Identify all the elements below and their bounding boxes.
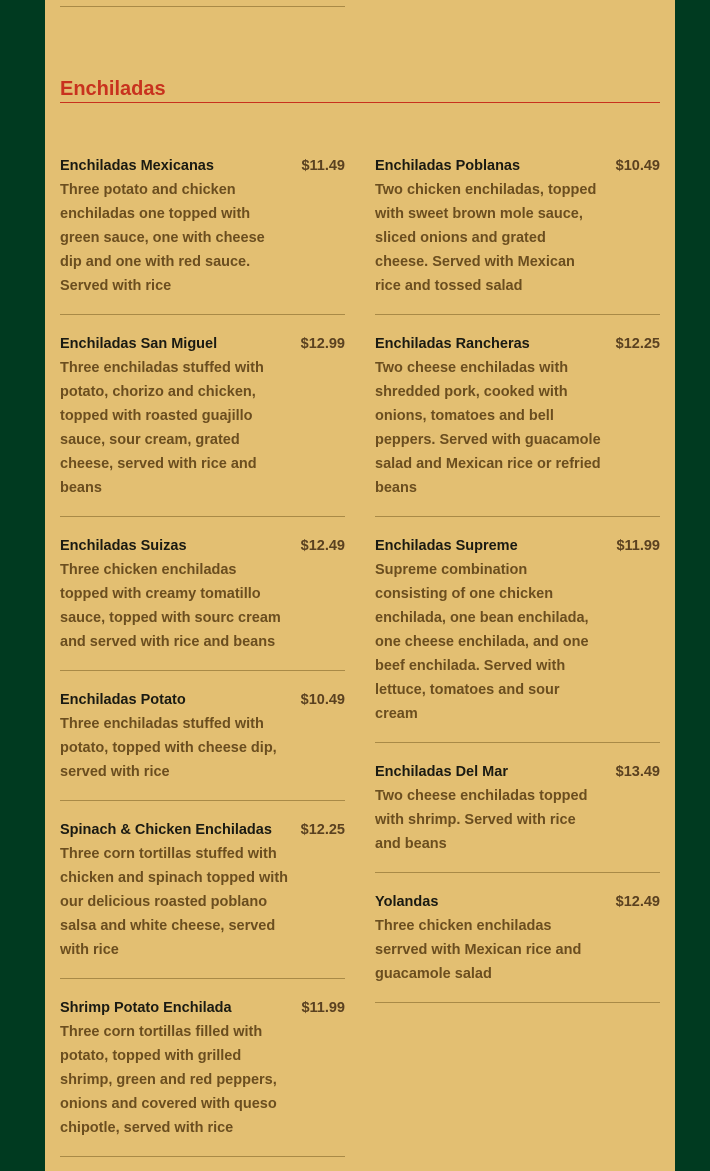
item-price: $10.49 (300, 692, 345, 708)
item-description: Two cheese enchiladas with shredded pork, cooked with onions, tomatoes and bell peppers. Served with guacamole salad and Mexican rice or refried beans (375, 360, 601, 496)
menu-item[interactable] (60, 996, 345, 1157)
menu-item[interactable] (60, 534, 345, 671)
item-price: $10.49 (615, 158, 660, 174)
menu-column-right (375, 154, 660, 1020)
item-price: $11.49 (301, 158, 345, 174)
item-description: Three potato and chicken enchiladas one topped with green sauce, one with cheese dip and one with red sauce. Served with rice (60, 182, 265, 294)
item-name: Enchiladas Poblanas (375, 158, 521, 174)
item-name: Enchiladas Rancheras (375, 336, 530, 352)
item-description: Three chicken enchiladas serrved with Mexican rice and guacamole salad (375, 918, 582, 982)
menu-column-left (60, 154, 345, 1171)
item-name: Shrimp Potato Enchilada (60, 1000, 232, 1016)
item-description: Three enchiladas stuffed with potato, chorizo and chicken, topped with roasted guajillo sauce, sour cream, grated cheese, served with rice and beans (60, 360, 264, 496)
menu-item[interactable] (375, 760, 660, 873)
item-description: Two chicken enchiladas, topped with sweet brown mole sauce, sliced onions and grated cheese. Served with Mexican rice and tossed salad (375, 182, 597, 294)
item-description: Two cheese enchiladas topped with shrimp. Served with rice and beans (375, 788, 588, 852)
item-name: Yolandas (375, 894, 439, 910)
section-title: Enchiladas (60, 76, 660, 103)
item-price: $12.99 (300, 336, 345, 352)
item-description: Three chicken enchiladas topped with creamy tomatillo sauce, topped with sourc cream and served with rice and beans (60, 562, 281, 650)
menu-item[interactable] (375, 154, 660, 315)
item-price: $12.25 (615, 336, 660, 352)
menu-item[interactable] (60, 688, 345, 801)
menu-item[interactable] (375, 332, 660, 517)
menu-item[interactable] (60, 332, 345, 517)
menu-page (45, 0, 675, 1171)
item-name: Enchiladas Mexicanas (60, 158, 214, 174)
item-description: Three corn tortillas stuffed with chicken and spinach topped with our delicious roasted poblano salsa and white cheese, served with rice (60, 846, 288, 958)
item-price: $12.49 (300, 538, 345, 554)
menu-item[interactable] (60, 818, 345, 979)
menu-item[interactable] (60, 154, 345, 315)
item-name: Spinach & Chicken Enchiladas (60, 822, 272, 838)
item-price: $13.49 (615, 764, 660, 780)
item-name: Enchiladas Del Mar (375, 764, 508, 780)
item-price: $11.99 (616, 538, 660, 554)
item-name: Enchiladas Suizas (60, 538, 187, 554)
divider (60, 6, 345, 7)
item-price: $11.99 (301, 1000, 345, 1016)
item-price: $12.25 (300, 822, 345, 838)
item-description: Three enchiladas stuffed with potato, topped with cheese dip, served with rice (60, 716, 277, 780)
item-description: Three corn tortillas filled with potato, topped with grilled shrimp, green and red peppers, onions and covered with queso chipotle, served with rice (60, 1024, 277, 1136)
menu-item[interactable] (375, 890, 660, 1003)
item-description: Supreme combination consisting of one chicken enchilada, one bean enchilada, one cheese enchilada, and one beef enchilada. Served with lettuce, tomatoes and sour cream (375, 562, 589, 722)
item-price: $12.49 (615, 894, 660, 910)
item-name: Enchiladas San Miguel (60, 336, 218, 352)
item-name: Enchiladas Supreme (375, 538, 518, 554)
menu-item[interactable] (375, 534, 660, 743)
item-name: Enchiladas Potato (60, 692, 186, 708)
